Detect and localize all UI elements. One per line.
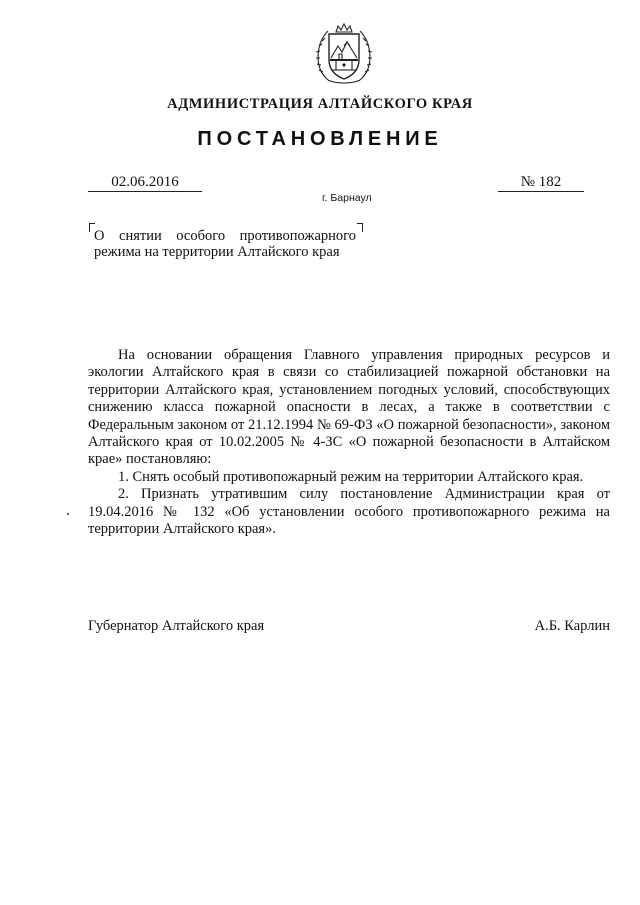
- document-date: 02.06.2016: [88, 174, 202, 192]
- coat-of-arms-emblem: [314, 22, 374, 86]
- body-paragraph-item-2: 2. Признать утратившим силу постановление Администрации края от 19.04.2016 № 132 «Об установлении особого противопожарного режима на территории Алтайского края».: [88, 486, 610, 538]
- body-paragraph-item-1: 1. Снять особый противопожарный режим на территории Алтайского края.: [118, 468, 584, 485]
- document-type-title: ПОСТАНОВЛЕНИЕ: [197, 128, 443, 150]
- document-body: [88, 347, 610, 538]
- document-number: № 182: [498, 174, 584, 192]
- document-city: г. Барнаул: [322, 192, 372, 204]
- signatory-title: Губернатор Алтайского края: [88, 618, 265, 634]
- subject-corner-right: [357, 223, 363, 232]
- issuer-heading: АДМИНИСТРАЦИЯ АЛТАЙСКОГО КРАЯ: [167, 96, 473, 112]
- body-paragraph-preamble: На основании обращения Главного управления природных ресурсов и экологии Алтайского края в связи со стабилизацией пожарной обстановки на территории Алтайского края, установлением погодных условий, способствующих снижению класса пожарной опасности в лесах, а также в соответствии с Федеральным законом от 21.12.1994 № 69-ФЗ «О пожарной безопасности», законом Алтайского края от 10.02.2005 № 4-ЗС «О пожарной безопасности в Алтайском крае» постановляю:: [88, 347, 610, 468]
- scan-speck: [67, 513, 69, 515]
- signatory-name: А.Б. Карлин: [534, 618, 610, 634]
- document-subject: О снятии особого противопожарного режима на территории Алтайского края: [94, 228, 356, 260]
